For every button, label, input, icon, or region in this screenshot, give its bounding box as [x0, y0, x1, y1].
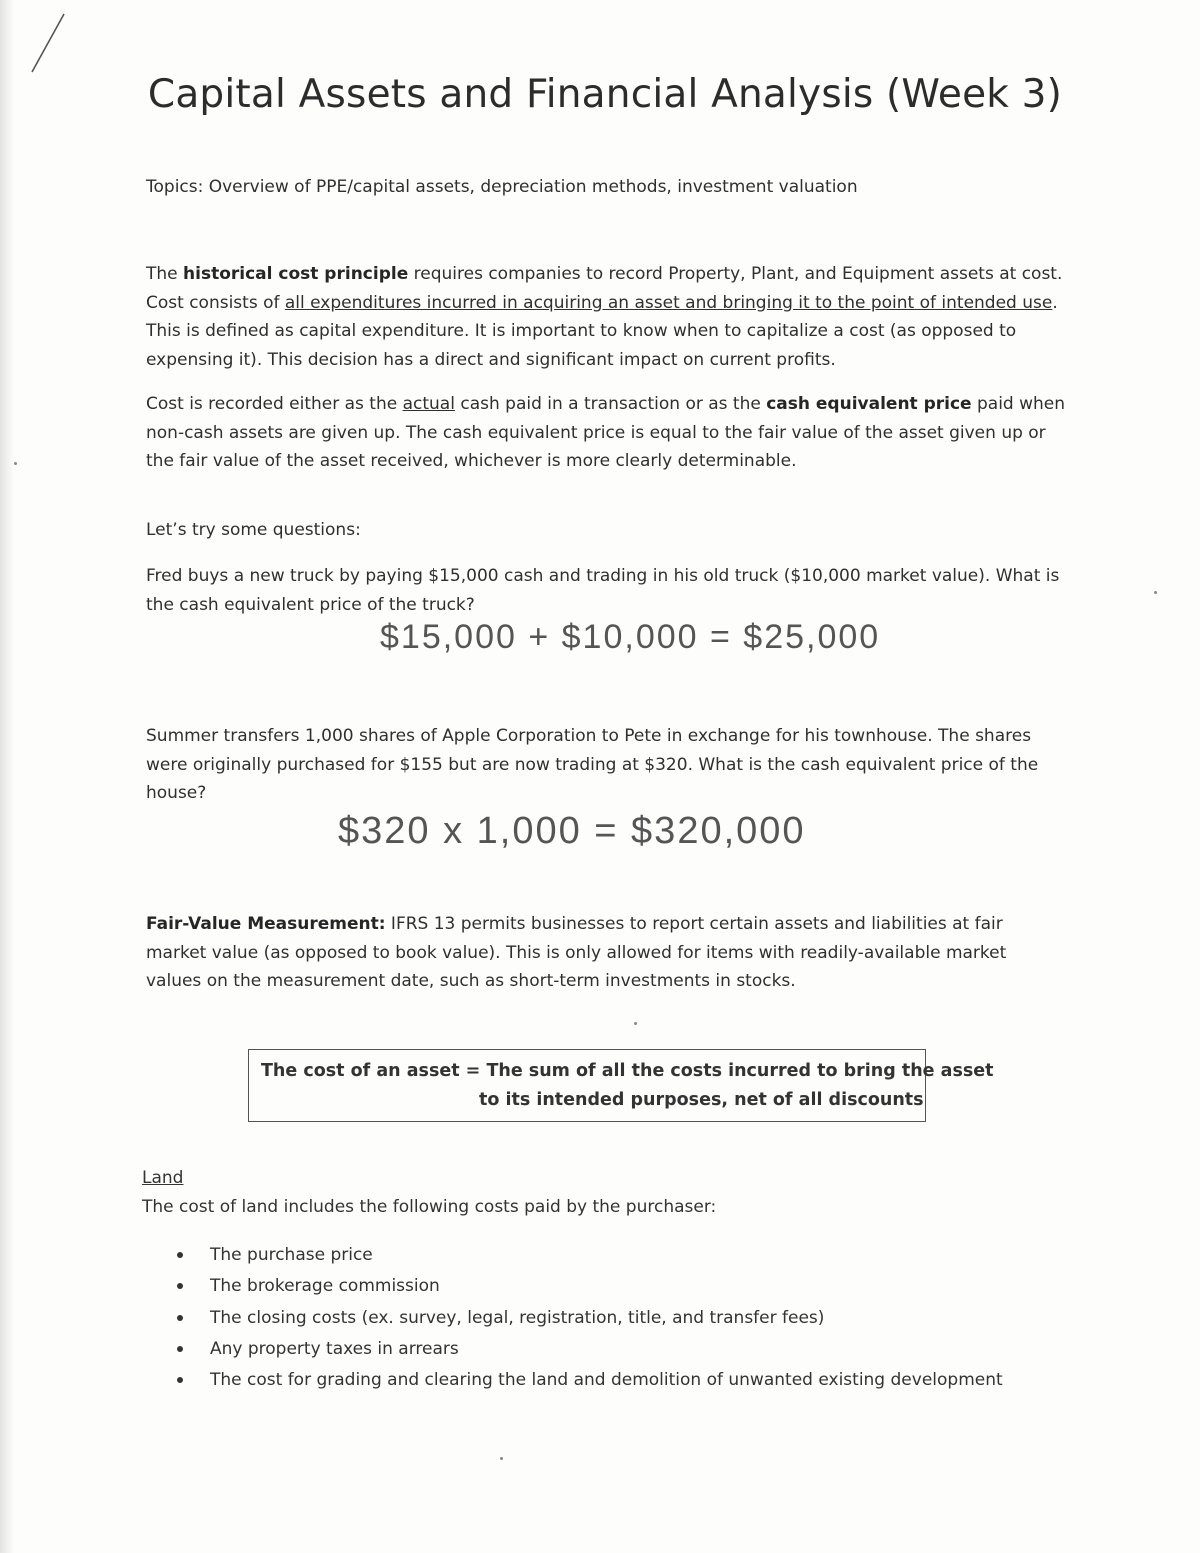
cash-equivalent-paragraph: Cost is recorded either as the actual cash paid in a transaction or as the cash equivalent price paid when non-cash assets are given up. The cash equivalent price is equal to the fair value of the asset given up or the fair value of the asset received, whichever is more clearly determinable.: [146, 394, 1066, 471]
bullet-icon: [177, 1377, 183, 1383]
scan-speck: [1154, 591, 1157, 594]
cash-equivalent-term: cash equivalent price: [766, 394, 972, 414]
question-1: Fred buys a new truck by paying $15,000 cash and trading in his old truck ($10,000 market value). What is the cash equivalent price of the truck?: [146, 566, 1060, 615]
cost-definition-underlined: all expenditures incurred in acquiring an asset and bringing it to the point of intended use: [284, 292, 1053, 313]
bullet-icon: [177, 1283, 183, 1289]
historical-cost-paragraph: The historical cost principle requires companies to record Property, Plant, and Equipment assets at cost. Cost consists of all expenditures incurred in acquiring an asset and bringing it to the point of intended use. This is defined as capital expenditure. It is important to know when to capitalize a cost (as opposed to expensing it). This decision has a direct and significant impact on current profits.: [146, 264, 1063, 370]
scan-speck: [634, 1022, 637, 1025]
definition-line-2: to its intended purposes, net of all discounts: [479, 1090, 924, 1110]
questions-heading: Let’s try some questions:: [146, 520, 361, 540]
scan-edge-shadow: [0, 0, 14, 1553]
topics-line: Topics: Overview of PPE/capital assets, depreciation methods, investment valuation: [146, 177, 858, 197]
fair-value-term: Fair-Value Measurement:: [146, 914, 386, 934]
definition-line-1: The cost of an asset = The sum of all the costs incurred to bring the asset: [261, 1061, 994, 1081]
answer-1-handwritten: $15,000 + $10,000 = $25,000: [380, 618, 881, 656]
bullet-icon: [177, 1252, 183, 1258]
actual-underlined: actual: [402, 394, 455, 414]
scan-speck: [14, 462, 17, 465]
asset-cost-definition-box: [248, 1049, 994, 1122]
page-title: Capital Assets and Financial Analysis (Week 3): [147, 72, 1063, 117]
answer-2-handwritten: $320 x 1,000 = $320,000: [338, 810, 806, 852]
land-heading: Land: [142, 1168, 184, 1188]
bullet-icon: [177, 1315, 183, 1321]
bullet-icon: [177, 1346, 183, 1352]
question-2: Summer transfers 1,000 shares of Apple Corporation to Pete in exchange for his townhouse. The shares were originally purchased for $155 but are now trading at $320. What is the cash equivalent price of the house?: [146, 726, 1039, 803]
fair-value-paragraph: Fair-Value Measurement: IFRS 13 permits businesses to report certain assets and liabilities at fair market value (as opposed to book value). This is only allowed for items with readily-available market values on the measurement date, such as short-term investments in stocks.: [146, 914, 1007, 991]
land-intro: The cost of land includes the following costs paid by the purchaser:: [142, 1197, 717, 1217]
pen-slash-mark: [24, 8, 74, 78]
scan-speck: [500, 1457, 503, 1460]
historical-cost-term: historical cost principle: [183, 264, 409, 284]
